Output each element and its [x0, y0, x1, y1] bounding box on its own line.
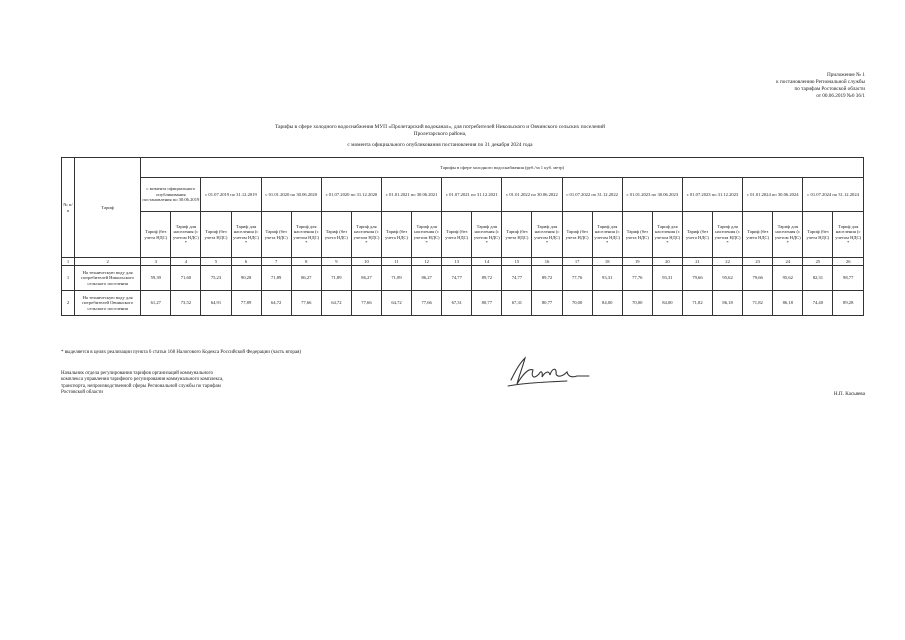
tariff-value-cell: 90,28: [231, 266, 261, 291]
signer-position-line: транспорта, непроизводственной сферы Региональной службы по тарифам: [61, 383, 221, 389]
tariff-value-cell: 86,18: [773, 291, 803, 316]
tariff-value-cell: 64,72: [321, 291, 351, 316]
subheader-tariff-without-vat: Тариф (без учета НДС): [321, 212, 351, 258]
column-number: 22: [713, 258, 743, 266]
tariff-value-cell: 77,89: [231, 291, 261, 316]
column-number: 3: [141, 258, 171, 266]
document-title-line2: Пролетарского района,: [413, 131, 467, 137]
period-header: с 01.07.2024 по 31.12.2024: [803, 178, 864, 212]
tariff-value-cell: 77,66: [291, 291, 321, 316]
column-number: 24: [773, 258, 803, 266]
tariff-value-cell: 77,76: [562, 266, 592, 291]
document-title: Тарифы в сфере холодного водоснабжения МУП «Пролетарский водоканал», для потребителей Никольского и Овчинского сельских поселений: [274, 124, 606, 130]
appendix-line: от 00.06.2019 №0 36/1: [816, 93, 865, 99]
tariff-value-cell: 84,00: [652, 291, 682, 316]
tariff-value-cell: 89,72: [532, 266, 562, 291]
tariff-value-cell: 71,89: [382, 266, 412, 291]
period-header: с 01.07.2020 по 31.12.2020: [321, 178, 381, 212]
column-number: 17: [562, 258, 592, 266]
tariff-value-cell: 82,31: [803, 266, 833, 291]
period-header: с 01.07.2021 по 31.12.2021: [442, 178, 502, 212]
subheader-row: [62, 212, 864, 258]
subheader-tariff-without-vat: Тариф (без учета НДС): [622, 212, 652, 258]
column-number: 18: [592, 258, 622, 266]
signature-block: [61, 371, 321, 396]
period-header: с 01.01.2020 по 30.06.2020: [261, 178, 321, 212]
period-header-row: [62, 178, 864, 212]
period-header: с 01.07.2022 по 31.12.2022: [562, 178, 622, 212]
tariff-value-cell: 79,66: [682, 266, 712, 291]
subheader-tariff-population: Тариф для населения (с учетом НДС) *: [652, 212, 682, 258]
column-number: 11: [382, 258, 412, 266]
period-header: с 01.07.2023 по 31.12.2023: [682, 178, 742, 212]
tariff-value-cell: 75,23: [201, 266, 231, 291]
column-number: 23: [743, 258, 773, 266]
column-number: 15: [502, 258, 532, 266]
subheader-tariff-population: Тариф для населения (с учетом НДС) *: [171, 212, 201, 258]
tariff-value-cell: 67,31: [502, 291, 532, 316]
row-tariff-name: На техническую воду для потребителей Никольского сельского поселения: [75, 266, 141, 291]
subheader-tariff-without-vat: Тариф (без учета НДС): [502, 212, 532, 258]
column-number: 8: [291, 258, 321, 266]
subheader-tariff-population: Тариф для населения (с учетом НДС) *: [532, 212, 562, 258]
period-header: с 01.01.2022 по 30.06.2022: [502, 178, 562, 212]
tariff-value-cell: 89,28: [833, 291, 864, 316]
period-header: с 01.07.2019 по 31.12.2019: [201, 178, 261, 212]
tariff-value-cell: 59,39: [141, 266, 171, 291]
column-number: 16: [532, 258, 562, 266]
row-tariff-name: На техническую воду для потребителей Овчинского сельского поселения: [75, 291, 141, 316]
tariff-value-cell: 71,82: [743, 291, 773, 316]
row-number: 1: [62, 266, 75, 291]
tariff-value-cell: 93,31: [652, 266, 682, 291]
column-number: 13: [442, 258, 472, 266]
subheader-tariff-population: Тариф для населения (с учетом НДС) *: [592, 212, 622, 258]
subheader-tariff-population: Тариф для населения (с учетом НДС) *: [412, 212, 442, 258]
column-number: 7: [261, 258, 291, 266]
signer-name: Н.П. Касьяева: [833, 391, 865, 397]
tariff-value-cell: 71,82: [682, 291, 712, 316]
column-number: 21: [682, 258, 712, 266]
subheader-tariff-population: Тариф для населения (с учетом НДС) *: [713, 212, 743, 258]
tariff-value-cell: 95,62: [713, 266, 743, 291]
column-number: 4: [171, 258, 201, 266]
appendix-header: [675, 72, 865, 100]
period-header: с 01.01.2021 по 30.06.2021: [382, 178, 442, 212]
header-tariff: Тариф: [75, 158, 141, 258]
signer-position-line: Ростовской области: [61, 389, 103, 395]
tariff-value-cell: 89,72: [472, 266, 502, 291]
subheader-tariff-population: Тариф для населения (с учетом НДС) *: [833, 212, 864, 258]
tariff-value-cell: 77,66: [412, 291, 442, 316]
tariff-value-cell: 86,27: [351, 266, 381, 291]
tariff-value-cell: 84,00: [592, 291, 622, 316]
row-number: 2: [62, 291, 75, 316]
tariff-value-cell: 86,27: [412, 266, 442, 291]
subheader-tariff-without-vat: Тариф (без учета НДС): [743, 212, 773, 258]
tariff-value-cell: 71,89: [321, 266, 351, 291]
column-number: 14: [472, 258, 502, 266]
tariff-value-cell: 71,89: [261, 266, 291, 291]
table-row: [62, 291, 864, 316]
period-header: с 01.01.2024 по 30.06.2024: [743, 178, 803, 212]
tariff-value-cell: 64,72: [382, 291, 412, 316]
column-number: 2: [75, 258, 141, 266]
column-number: 25: [803, 258, 833, 266]
column-number-row: [62, 258, 864, 266]
subheader-tariff-without-vat: Тариф (без учета НДС): [682, 212, 712, 258]
tariff-value-cell: 77,66: [351, 291, 381, 316]
tariff-value-cell: 74,77: [502, 266, 532, 291]
table-row: [62, 266, 864, 291]
tariff-value-cell: 86,18: [713, 291, 743, 316]
column-number: 10: [351, 258, 381, 266]
document-subtitle: с момента официального опубликования постановления по 31 декабря 2024 года: [347, 142, 533, 148]
column-number: 1: [62, 258, 75, 266]
signer-position-line: Начальник отдела регулирования тарифов организаций коммунального: [61, 371, 213, 376]
signer-position-line: комплекса управления тарифного регулирования коммунального комплекса,: [61, 377, 224, 383]
header-group: Тарифы в сфере холодного водоснабжения (руб./за 1 куб. метр): [141, 158, 864, 178]
subheader-tariff-population: Тариф для населения (с учетом НДС) *: [291, 212, 321, 258]
tariff-value-cell: 64,91: [201, 291, 231, 316]
subheader-tariff-population: Тариф для населения (с учетом НДС) *: [351, 212, 381, 258]
tariff-value-cell: 93,31: [592, 266, 622, 291]
tariff-value-cell: 80,77: [472, 291, 502, 316]
column-number: 20: [652, 258, 682, 266]
tariff-value-cell: 95,62: [773, 266, 803, 291]
header-row-number: № п/п: [62, 158, 75, 258]
subheader-tariff-without-vat: Тариф (без учета НДС): [382, 212, 412, 258]
handwritten-signature: [505, 350, 595, 392]
subheader-tariff-without-vat: Тариф (без учета НДС): [562, 212, 592, 258]
tariff-value-cell: 98,77: [833, 266, 864, 291]
appendix-line: Приложение № 1: [827, 72, 865, 78]
tariff-value-cell: 71,60: [171, 266, 201, 291]
period-header: с 01.01.2023 по 30.06.2023: [622, 178, 682, 212]
tariff-value-cell: 80,77: [532, 291, 562, 316]
tariff-table: [61, 157, 864, 316]
column-number: 5: [201, 258, 231, 266]
column-number: 26: [833, 258, 864, 266]
tariff-value-cell: 73,52: [171, 291, 201, 316]
tariff-value-cell: 70,00: [622, 291, 652, 316]
tariff-value-cell: 74,77: [442, 266, 472, 291]
tariff-value-cell: 67,31: [442, 291, 472, 316]
subheader-tariff-population: Тариф для населения (с учетом НДС) *: [472, 212, 502, 258]
tariff-value-cell: 61,27: [141, 291, 171, 316]
subheader-tariff-without-vat: Тариф (без учета НДС): [141, 212, 171, 258]
appendix-line: по тарифам Ростовской области: [794, 86, 865, 92]
period-header: с момента официального опубликования постановления по 30.06.2019: [141, 178, 201, 212]
subheader-tariff-without-vat: Тариф (без учета НДС): [261, 212, 291, 258]
tariff-value-cell: 79,66: [743, 266, 773, 291]
subheader-tariff-without-vat: Тариф (без учета НДС): [803, 212, 833, 258]
subheader-tariff-population: Тариф для населения (с учетом НДС) *: [773, 212, 803, 258]
subheader-tariff-population: Тариф для населения (с учетом НДС) *: [231, 212, 261, 258]
tariff-value-cell: 77,76: [622, 266, 652, 291]
appendix-line: к постановлению Региональной службы: [776, 79, 865, 85]
subheader-tariff-without-vat: Тариф (без учета НДС): [201, 212, 231, 258]
tariff-value-cell: 70,00: [562, 291, 592, 316]
column-number: 19: [622, 258, 652, 266]
column-number: 6: [231, 258, 261, 266]
footnote: * выделяется в целях реализации пункта 6 статьи 168 Налогового Кодекса Российской Федерации (часть вторая): [61, 350, 302, 355]
tariff-value-cell: 74,40: [803, 291, 833, 316]
subheader-tariff-without-vat: Тариф (без учета НДС): [442, 212, 472, 258]
tariff-value-cell: 64,72: [261, 291, 291, 316]
column-number: 12: [412, 258, 442, 266]
tariff-value-cell: 86,27: [291, 266, 321, 291]
column-number: 9: [321, 258, 351, 266]
